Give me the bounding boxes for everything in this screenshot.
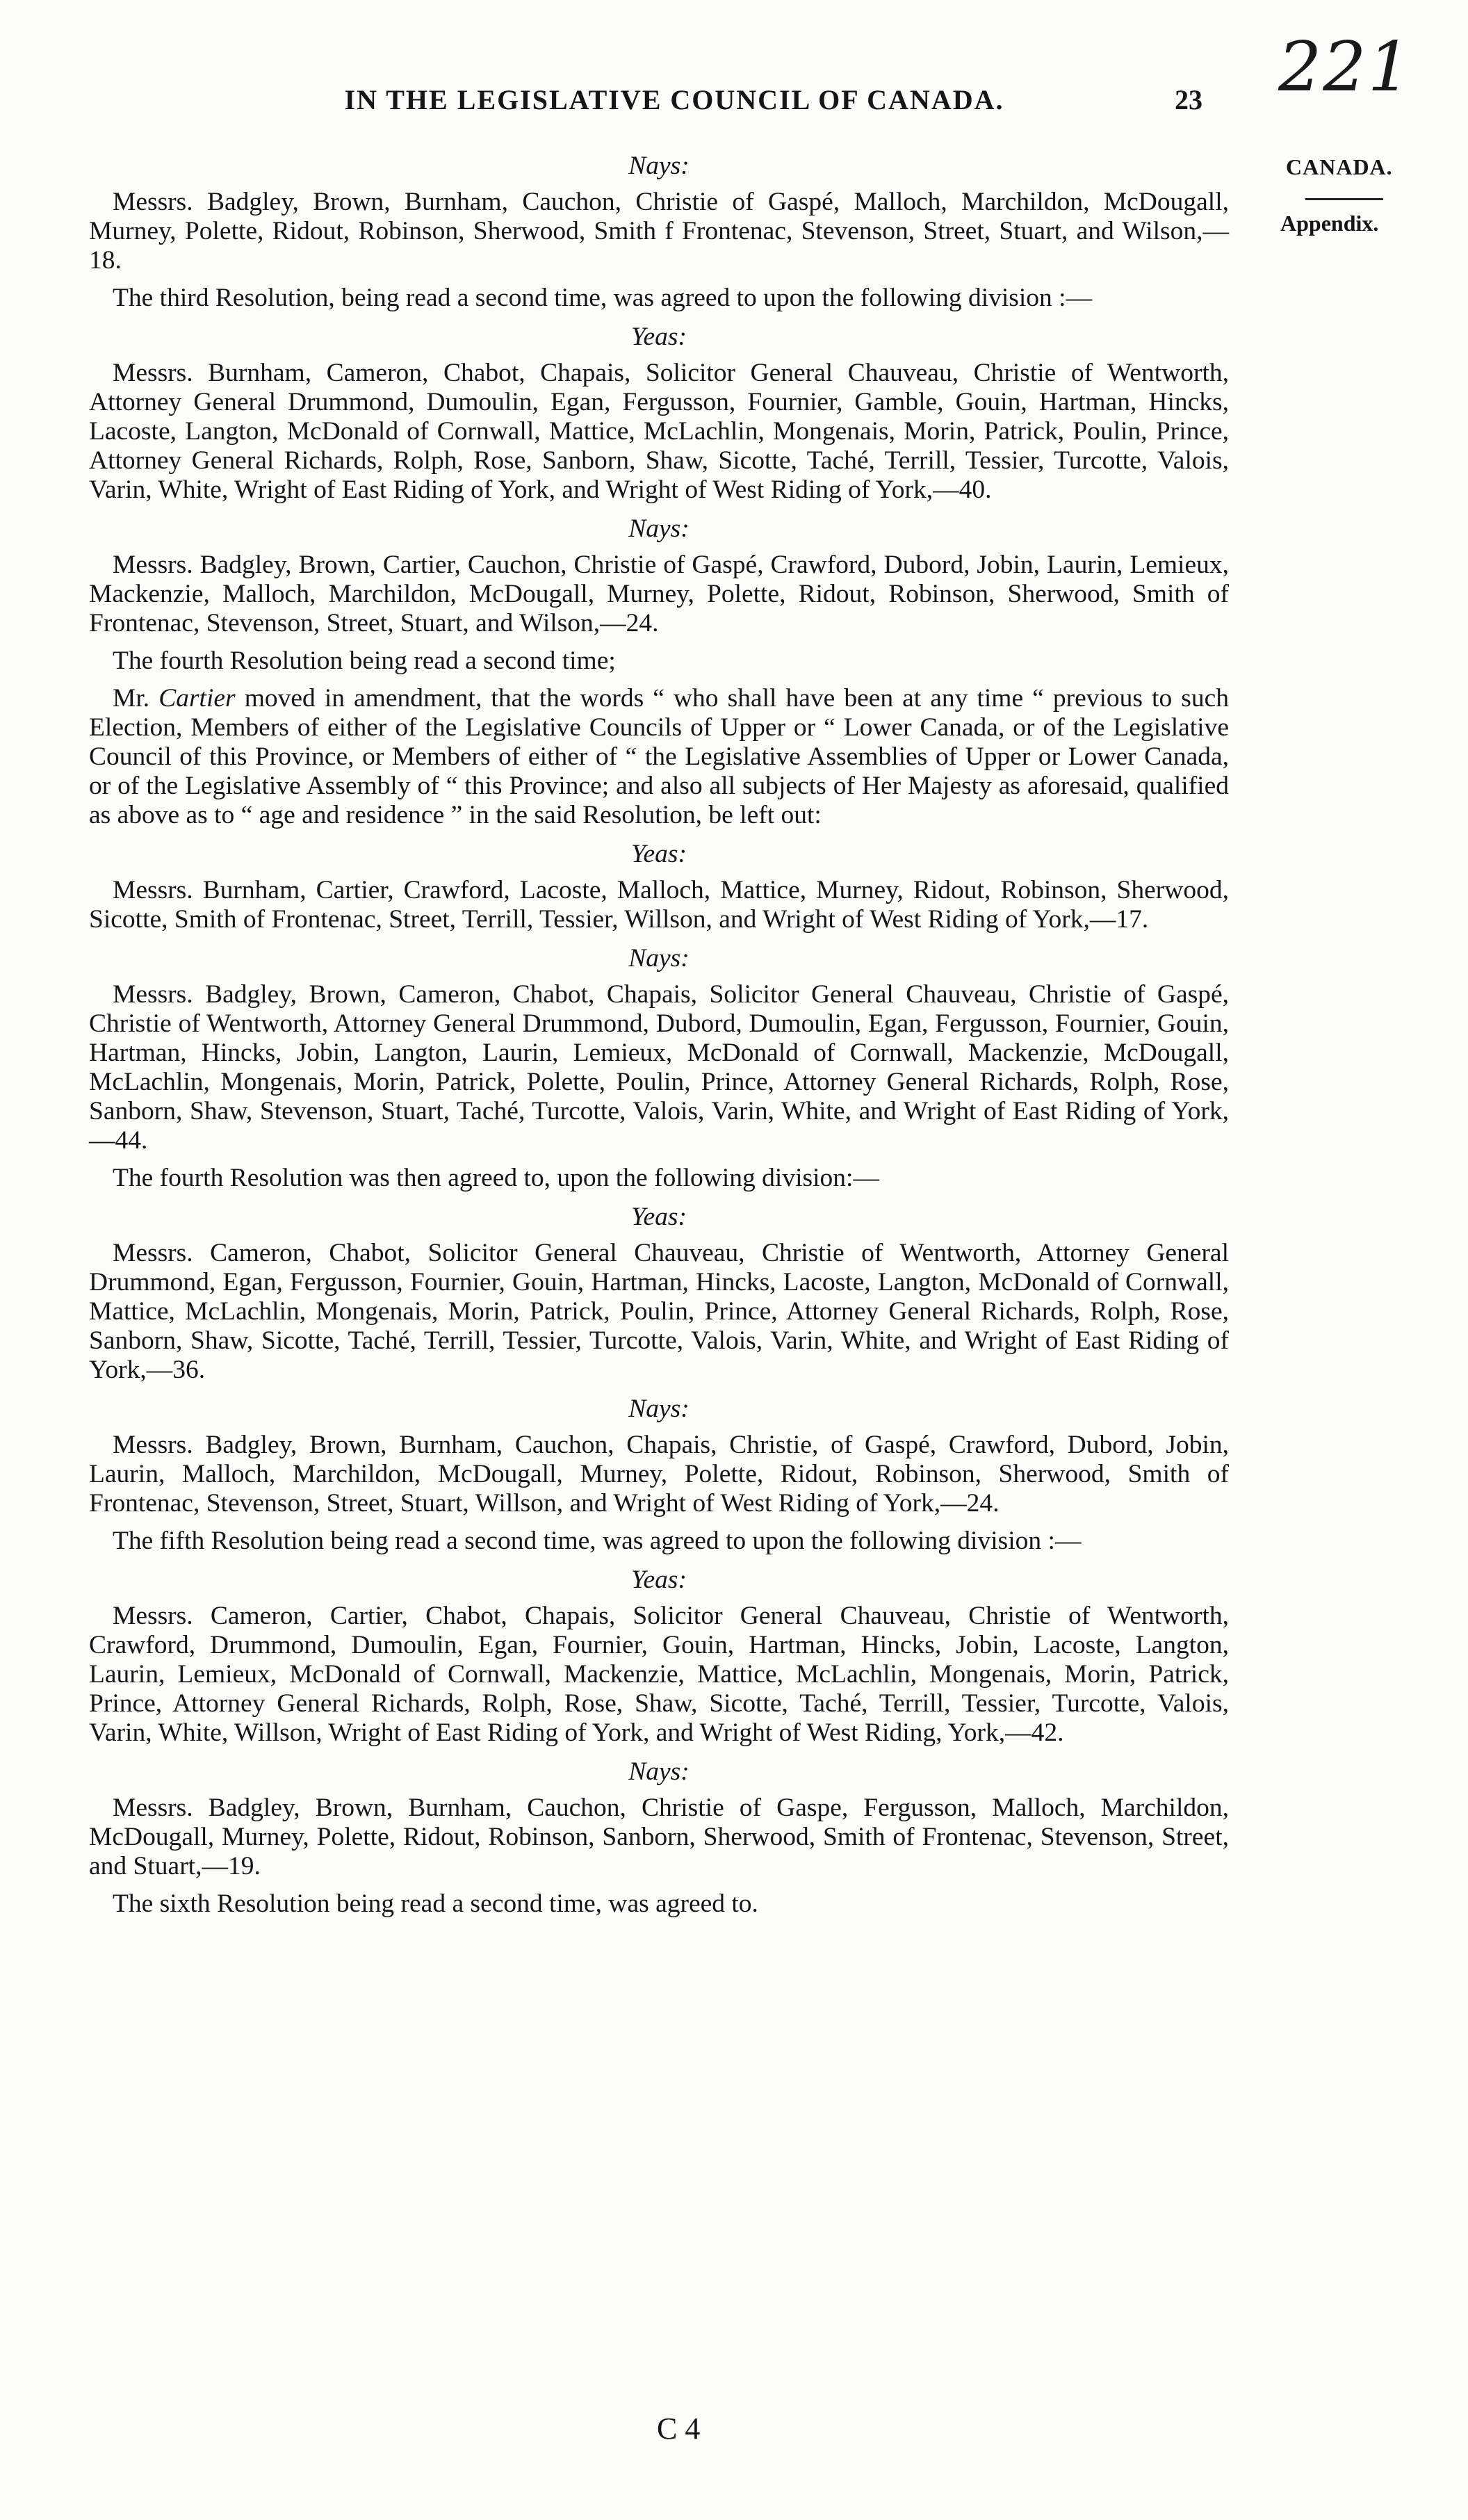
motion-mover: Cartier (158, 684, 236, 713)
division-heading: Nays: (628, 1757, 690, 1786)
member-list: Messrs. Badgley, Brown, Burnham, Cauchon, Chapais, Christie, of Gaspé, Crawford, Dubord, Jobin, Laurin, Malloch, Marchildon, McDougall, Murney, Polette, Ridout, Robinson, Sherwood, Smith of Frontenac, Stevenson, Street, Stuart, Willson, and Wright of West Riding of York,—24. (89, 1431, 1229, 1518)
division-heading: Nays: (628, 514, 690, 543)
member-list: Messrs. Burnham, Cameron, Chabot, Chapais, Solicitor General Chauveau, Christie of Wentworth, Attorney General Drummond, Dumoulin, Egan, Fergusson, Fournier, Gamble, Gouin, Hartman, Hincks, Lacoste, Langton, McDonald of Cornwall, Mattice, McLachlin, Mongenais, Morin, Patrick, Poulin, Prince, Attorney General Richards, Rolph, Rose, Sanborn, Shaw, Sicotte, Taché, Terrill, Tessier, Turcotte, Valois, Varin, White, Wright of East Riding of York, and Wright of West Riding of York,—40. (89, 359, 1229, 504)
member-list: Messrs. Badgley, Brown, Cartier, Cauchon, Christie of Gaspé, Crawford, Dubord, Jobin, Laurin, Lemieux, Mackenzie, Malloch, Marchildon, McDougall, Murney, Polette, Ridout, Robinson, Sherwood, Smith of Frontenac, Stevenson, Street, Stuart, and Wilson,—24. (89, 551, 1229, 637)
member-list: Messrs. Cameron, Cartier, Chabot, Chapais, Solicitor General Chauveau, Christie of Wentworth, Crawford, Drummond, Dumoulin, Egan, Fournier, Gouin, Hartman, Hincks, Jobin, Lacoste, Langton, Laurin, Lemieux, McDonald of Cornwall, Mackenzie, Mattice, McLachlin, Mongenais, Morin, Patrick, Prince, Attorney General Richards, Rolph, Rose, Shaw, Sicotte, Taché, Terrill, Tessier, Turcotte, Valois, Varin, White, Willson, Wright of East Riding of York, and Wright of West Riding, York,—42. (89, 1602, 1229, 1747)
handwritten-folio-number: 221 (1278, 28, 1412, 107)
division-heading: Yeas: (631, 840, 687, 868)
division-heading: Nays: (628, 152, 690, 180)
motion-prefix: Mr. (113, 684, 150, 713)
motion-text: moved in amendment, that the words “ who shall have been at any time “ previous to such Election, Members of either of the Legislative Councils of Upper or “ Lower Canada, or of the Legislative Council of this Province, or Members of either of “ the Legislative Assemblies of Upper or Lower Canada, or of the Legislative Assembly of “ this Province; and also all subjects of Her Majesty as aforesaid, qualified as above as to “ age and residence ” in the said Resolution, be left out: (89, 684, 1230, 829)
division-heading: Yeas: (631, 1566, 687, 1594)
document-body (89, 152, 1229, 1927)
side-subtitle: Appendix. (1280, 211, 1379, 236)
resolution-statement: The sixth Resolution being read a second time, was agreed to. (113, 1889, 758, 1918)
printer-signature-mark: C 4 (657, 2412, 701, 2446)
side-title: CANADA. (1286, 154, 1393, 179)
division-heading: Nays: (628, 1395, 690, 1423)
member-list: Messrs. Badgley, Brown, Burnham, Cauchon, Christie of Gaspe, Fergusson, Malloch, Marchildon, McDougall, Murney, Polette, Ridout, Robinson, Sanborn, Sherwood, Smith of Frontenac, Stevenson, Street, and Stuart,—19. (89, 1794, 1229, 1880)
division-heading: Nays: (628, 944, 690, 973)
member-list: Messrs. Badgley, Brown, Cameron, Chabot, Chapais, Solicitor General Chauveau, Christie of Gaspé, Christie of Wentworth, Attorney General Drummond, Dubord, Dumoulin, Egan, Fergusson, Fournier, Gouin, Hartman, Hincks, Jobin, Langton, Laurin, Lemieux, McDonald of Cornwall, Mackenzie, McDougall, McLachlin, Mongenais, Morin, Patrick, Polette, Poulin, Prince, Attorney General Richards, Rolph, Rose, Sanborn, Shaw, Stevenson, Stuart, Taché, Turcotte, Valois, Varin, White, and Wright of East Riding of York,—44. (89, 980, 1229, 1155)
member-list: Messrs. Cameron, Chabot, Solicitor General Chauveau, Christie of Wentworth, Attorney General Drummond, Egan, Fergusson, Fournier, Gouin, Hartman, Hincks, Lacoste, Langton, McDonald of Cornwall, Mattice, McLachlin, Mongenais, Morin, Patrick, Poulin, Prince, Attorney General Richards, Rolph, Rose, Sanborn, Shaw, Sicotte, Taché, Terrill, Tessier, Turcotte, Valois, Varin, White, and Wright of East Riding of York,—36. (89, 1239, 1229, 1384)
side-rule (1305, 198, 1383, 200)
amendment-motion (89, 684, 1229, 830)
member-list: Messrs. Badgley, Brown, Burnham, Cauchon, Christie of Gaspé, Malloch, Marchildon, McDougall, Murney, Polette, Ridout, Robinson, Sherwood, Smith f Frontenac, Stevenson, Street, Stuart, and Wilson,—18. (89, 188, 1229, 275)
division-heading: Yeas: (631, 1203, 687, 1231)
resolution-statement: The fourth Resolution was then agreed to, upon the following division:— (113, 1164, 879, 1192)
resolution-statement: The fourth Resolution being read a second time; (113, 647, 616, 675)
resolution-statement: The third Resolution, being read a second time, was agreed to upon the following division :— (113, 284, 1093, 312)
page-number: 23 (1175, 84, 1202, 115)
division-heading: Yeas: (631, 323, 687, 351)
running-head: IN THE LEGISLATIVE COUNCIL OF CANADA. (344, 84, 1004, 115)
resolution-statement: The fifth Resolution being read a second time, was agreed to upon the following division :— (113, 1527, 1082, 1555)
member-list: Messrs. Burnham, Cartier, Crawford, Lacoste, Malloch, Mattice, Murney, Ridout, Robinson, Sherwood, Sicotte, Smith of Frontenac, Street, Terrill, Tessier, Willson, and Wright of West Riding of York,—17. (89, 876, 1229, 934)
